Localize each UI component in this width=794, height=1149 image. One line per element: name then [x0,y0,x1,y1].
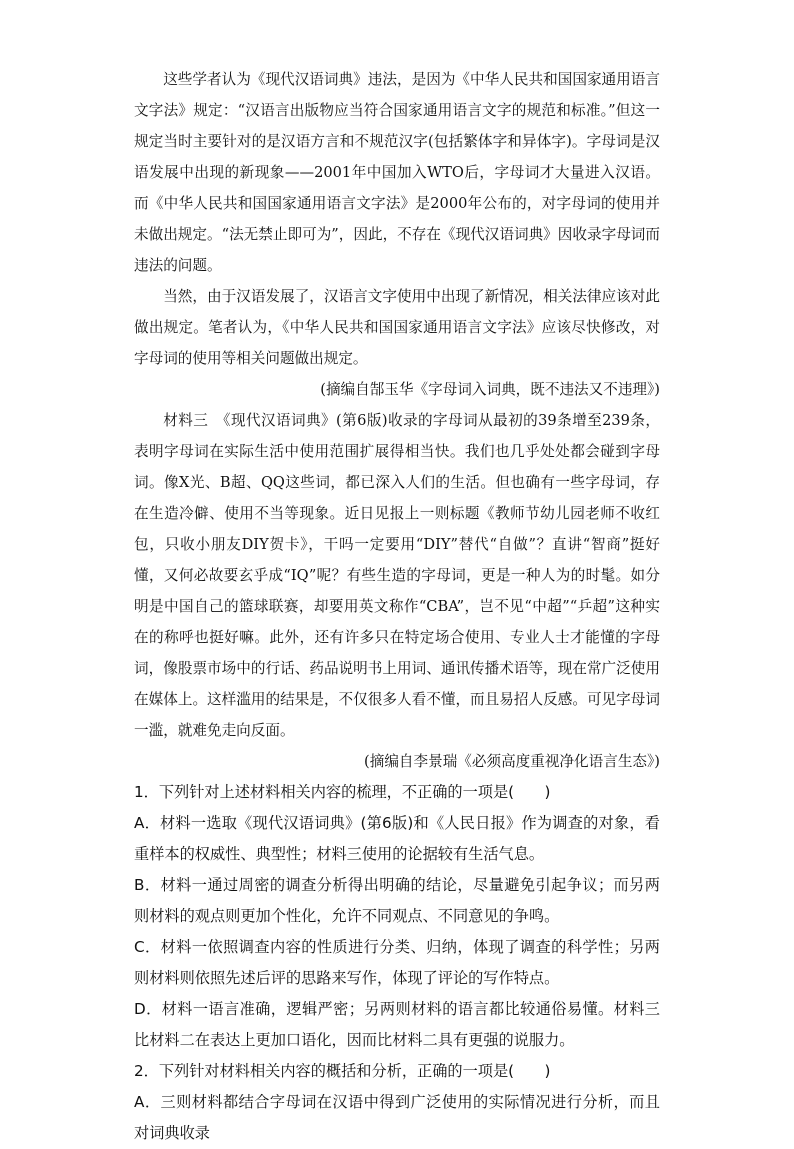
question-1-option-b: B．材料一通过周密的调查分析得出明确的结论，尽量避免引起争议；而另两则材料的观点则更加个性化，允许不同观点、不同意见的争鸣。 [134,876,660,925]
question-1-option-c: C．材料一依照调查内容的性质进行分类、归纳，体现了调查的科学性；另两则材料则依照先述后评的思路来写作，体现了评论的写作特点。 [134,938,660,987]
question-1-stem: 1．下列针对上述材料相关内容的梳理，不正确的一项是( ) [134,783,551,801]
passage-source-2: (摘编自李景瑞《必须高度重视净化语言生态》) [364,753,660,770]
passage-material-3: 材料三 《现代汉语词典》(第6版)收录的字母词从最初的39条增至239条，表明字母词在实际生活中使用范围扩展得相当快。我们也几乎处处都会碰到字母词。像X光、B超、QQ这些词，都已深入人们的生活。但也确有一些字母词，存在生造冷僻、使用不当等现象。近日见报上一则标题《教师节幼儿园老师不收红包，只收小朋友DIY贺卡》，干吗一定要用“DIY”替代“自做”？直讲“智商”挺好懂，又何必故要玄乎成“IQ”呢？有些生造的字母词，更是一种人为的时髦。如分明是中国自己的篮球联赛，却要用英文称作“CBA”，岂不见“中超”“乒超”这种实在的称呼也挺好嘛。此外，还有许多只在特定场合使用、专业人士才能懂的字母词，像股票市场中的行话、药品说明书上用词、通讯传播术语等，现在常广泛使用在媒体上。这样滥用的结果是，不仅很多人看不懂，而且易招人反感。可见字母词一滥，就难免走向反面。 [134,412,660,739]
question-1-option-a: A．材料一选取《现代汉语词典》(第6版)和《人民日报》作为调查的对象，看重样本的权威性、典型性；材料三使用的论据较有生活气息。 [134,814,660,863]
question-1-option-d: D．材料一语言准确，逻辑严密；另两则材料的语言都比较通俗易懂。材料三比材料二在表达上更加口语化，因而比材料二具有更强的说服力。 [134,1000,660,1049]
passage-paragraph-2: 当然，由于汉语发展了，汉语言文字使用中出现了新情况，相关法律应该对此做出规定。笔者认为，《中华人民共和国国家通用语言文字法》应该尽快修改，对字母词的使用等相关问题做出规定。 [134,288,660,367]
question-2-option-a: A．三则材料都结合字母词在汉语中得到广泛使用的实际情况进行分析，而且对词典收录 [134,1093,660,1142]
passage-source-1: (摘编自郜玉华《字母词入词典，既不违法又不违理》) [320,381,660,398]
passage-paragraph-1: 这些学者认为《现代汉语词典》违法，是因为《中华人民共和国国家通用语言文字法》规定：“汉语言出版物应当符合国家通用语言文字的规范和标准。”但这一规定当时主要针对的是汉语方言和不规范汉字(包括繁体字和异体字)。字母词是汉语发展中出现的新现象——2001年中国加入WTO后，字母词才大量进入汉语。而《中华人民共和国国家通用语言文字法》是2000年公布的，对字母词的使用并未做出规定。“法无禁止即可为”，因此，不存在《现代汉语词典》因收录字母词而违法的问题。 [134,71,660,274]
question-2-stem: 2．下列针对材料相关内容的概括和分析，正确的一项是( ) [134,1062,551,1080]
